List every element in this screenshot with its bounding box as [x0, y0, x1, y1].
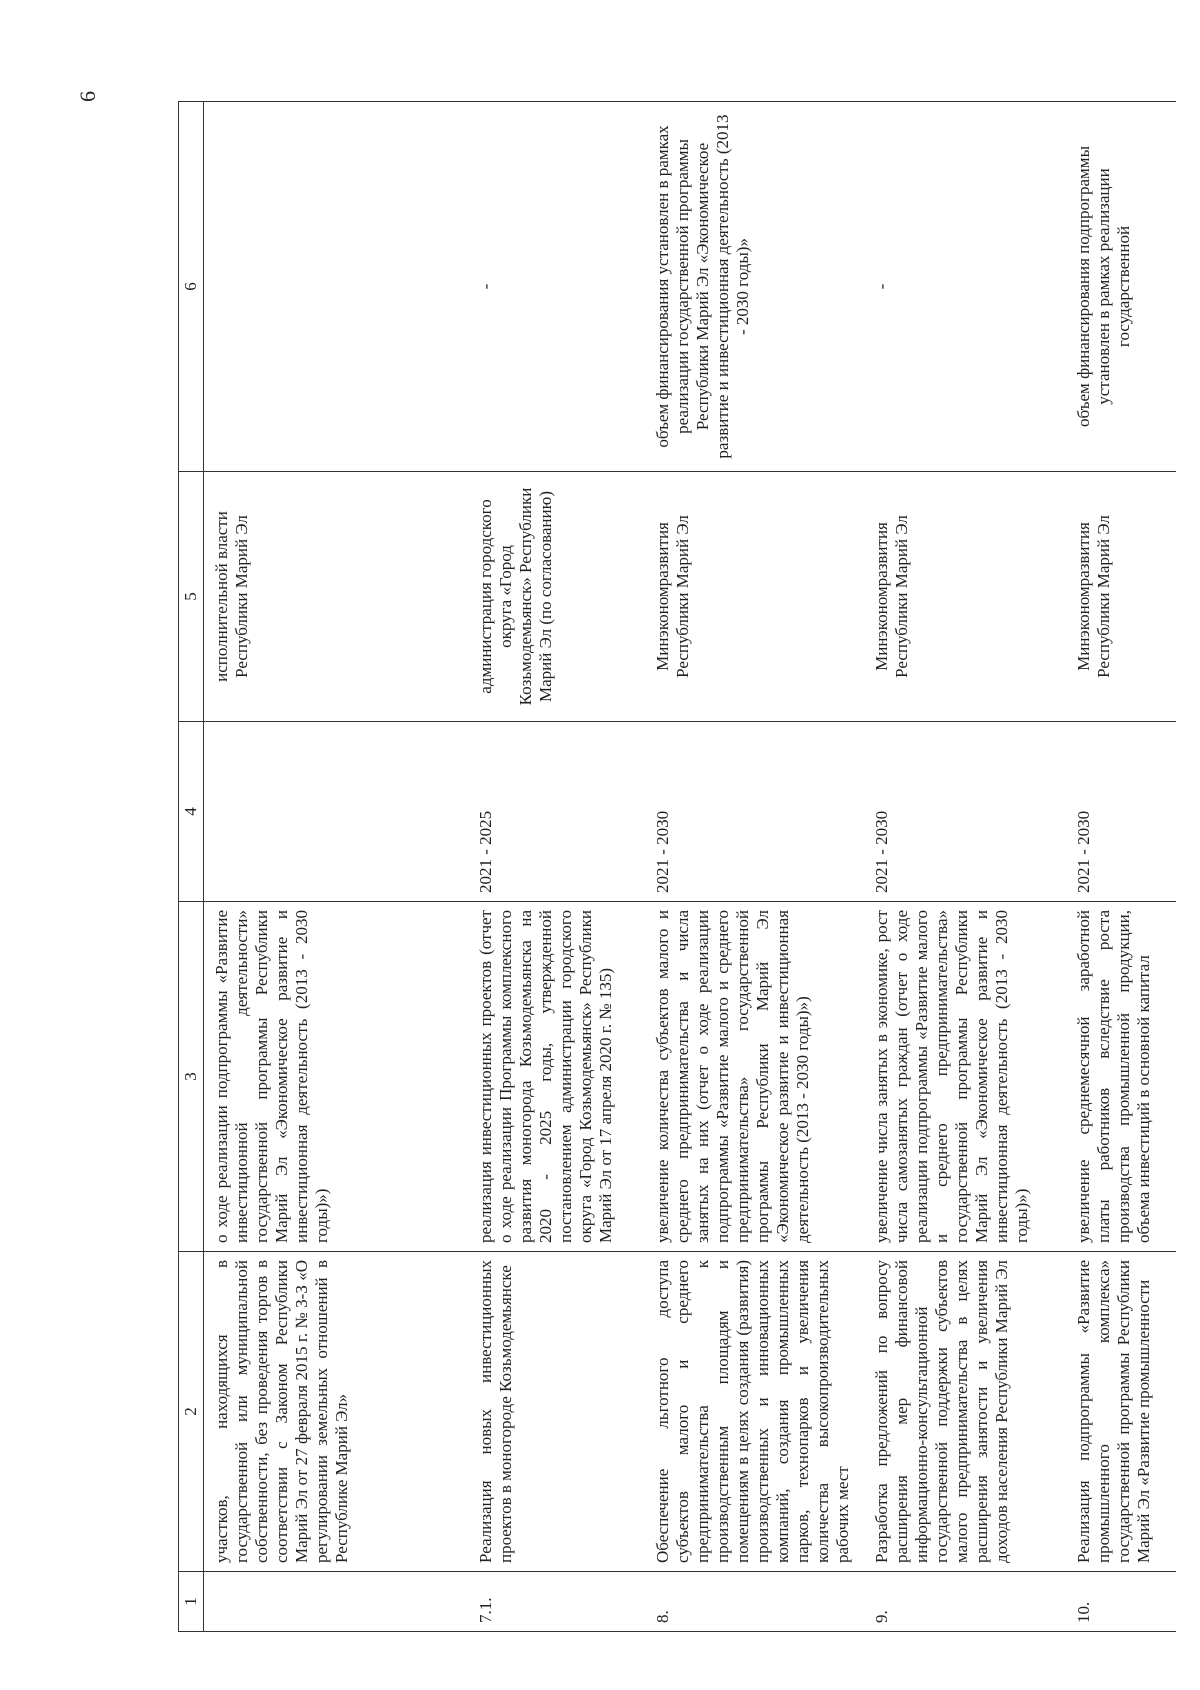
- measure-cell: Разработка предложений по вопросу расширения мер финансовой информационно-консультационной государственной поддержки субъектов малого предпринимательства в целях расширения занятости и увеличения доходов населения Республики Марий Эл: [864, 1252, 1066, 1572]
- result-cell: увеличение количества субъектов малого и среднего предпринимательства и числа занятых на них (отчет о ходе реализации подпрограммы «Развитие малого и среднего предпринимательства» государственной программы Республики Марий Эл «Экономическое развитие и инвестиционная деятельность (2013 - 2030 годы)»): [645, 902, 864, 1252]
- period-cell: 2021 - 2030: [1066, 722, 1176, 902]
- financing-cell: -: [468, 102, 645, 472]
- table-row: [1066, 102, 1176, 1632]
- executor-cell: Минэкономразвития Республики Марий Эл: [645, 472, 864, 722]
- result-cell: увеличение числа занятых в экономике, рост числа самозанятых граждан (отчет о ходе реализации подпрограммы «Развитие малого и среднего предпринимательства» государственной программы Республики Марий Эл «Экономическое развитие и инвестиционная деятельность (2013 - 2030 годы)»): [864, 902, 1066, 1252]
- row-number: 9.: [864, 1572, 1066, 1632]
- column-header: 1: [179, 1572, 204, 1632]
- period-cell: 2021 - 2030: [645, 722, 864, 902]
- column-header: 5: [179, 472, 204, 722]
- financing-cell: -: [864, 102, 1066, 472]
- financing-cell: объем финансирования установлен в рамках реализации государственной программы Республики Марий Эл «Экономическое развитие и инвестиционная деятельность (2013 - 2030 годы)»: [645, 102, 864, 472]
- table-row: [204, 102, 469, 1632]
- result-cell: увеличение среднемесячной заработной платы работников вследствие роста производства промышленной продукции, объема инвестиций в основной капитал: [1066, 902, 1176, 1252]
- period-cell: [204, 722, 469, 902]
- measure-cell: участков, находящихся в государственной или муниципальной собственности, без проведения торгов в соответствии с Законом Республики Марий Эл от 27 февраля 2015 г. № 3-З «О регулировании земельных отношений в Республике Марий Эл»: [204, 1252, 469, 1572]
- table-row: [645, 102, 864, 1632]
- result-cell: о ходе реализации подпрограммы «Развитие инвестиционной деятельности» государственной программы Республики Марий Эл «Экономическое развитие и инвестиционная деятельность (2013 - 2030 годы)»): [204, 902, 469, 1252]
- plan-table: [178, 101, 1176, 1632]
- measure-cell: Реализация новых инвестиционных проектов в моногороде Козьмодемьянске: [468, 1252, 645, 1572]
- table-row: [864, 102, 1066, 1632]
- row-number: 10.: [1066, 1572, 1176, 1632]
- row-number: 7.1.: [468, 1572, 645, 1632]
- column-header: 4: [179, 722, 204, 902]
- executor-cell: исполнительной власти Республики Марий Эл: [204, 472, 469, 722]
- row-number: 8.: [645, 1572, 864, 1632]
- period-cell: 2021 - 2030: [864, 722, 1066, 902]
- period-cell: 2021 - 2025: [468, 722, 645, 902]
- row-number: [204, 1572, 469, 1632]
- result-cell: реализация инвестиционных проектов (отчет о ходе реализации Программы комплексного развития моногорода Козьмодемьянска на 2020 - 2025 годы, утвержденной постановлением администрации городского округа «Город Козьмодемьянск» Республики Марий Эл от 17 апреля 2020 г. № 135): [468, 902, 645, 1252]
- executor-cell: Минэкономразвития Республики Марий Эл: [864, 472, 1066, 722]
- header-row: [179, 102, 204, 1632]
- financing-cell: [204, 102, 469, 472]
- executor-cell: администрация городского округа «Город Козьмодемьянск» Республики Марий Эл (по согласованию): [468, 472, 645, 722]
- executor-cell: Минэкономразвития Республики Марий Эл: [1066, 472, 1176, 722]
- column-header: 3: [179, 902, 204, 1252]
- column-header: 2: [179, 1252, 204, 1572]
- table-row: [468, 102, 645, 1632]
- page-number: 6: [75, 91, 100, 102]
- financing-cell: объем финансирования подпрограммы установлен в рамках реализации государственной: [1066, 102, 1176, 472]
- measure-cell: Реализация подпрограммы «Развитие промышленного комплекса» государственной программы Республики Марий Эл «Развитие промышленности: [1066, 1252, 1176, 1572]
- column-header: 6: [179, 102, 204, 472]
- measure-cell: Обеспечение льготного доступа субъектов малого и среднего предпринимательства к производственным площадям и помещениям в целях создания (развития) производственных и инновационных компаний, создания промышленных парков, технопарков и увеличения количества высокопроизводительных рабочих мест: [645, 1252, 864, 1572]
